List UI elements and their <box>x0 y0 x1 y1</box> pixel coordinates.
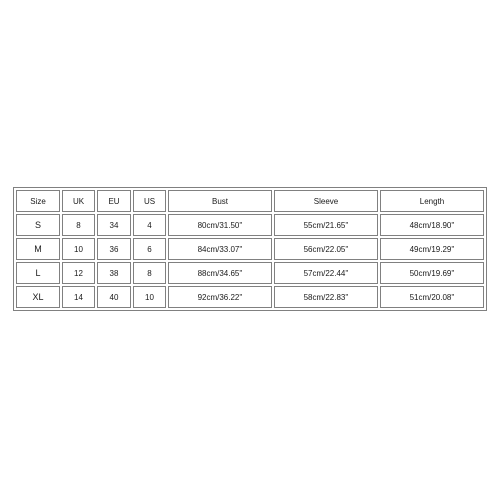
cell-sleeve: 55cm/21.65'' <box>274 214 378 236</box>
header-length: Length <box>380 190 484 212</box>
cell-length: 48cm/18.90'' <box>380 214 484 236</box>
cell-sleeve: 57cm/22.44'' <box>274 262 378 284</box>
cell-bust: 88cm/34.65'' <box>168 262 272 284</box>
cell-eu: 40 <box>97 286 131 308</box>
cell-sleeve: 56cm/22.05'' <box>274 238 378 260</box>
table-row <box>16 262 484 284</box>
cell-sleeve: 58cm/22.83'' <box>274 286 378 308</box>
cell-us: 6 <box>133 238 166 260</box>
header-eu: EU <box>97 190 131 212</box>
cell-uk: 14 <box>62 286 95 308</box>
cell-eu: 34 <box>97 214 131 236</box>
table-row <box>16 214 484 236</box>
cell-size: M <box>16 238 60 260</box>
table-row <box>16 286 484 308</box>
table-header-row <box>16 190 484 212</box>
cell-us: 4 <box>133 214 166 236</box>
cell-length: 51cm/20.08'' <box>380 286 484 308</box>
cell-length: 50cm/19.69'' <box>380 262 484 284</box>
header-sleeve: Sleeve <box>274 190 378 212</box>
cell-us: 8 <box>133 262 166 284</box>
header-size: Size <box>16 190 60 212</box>
cell-us: 10 <box>133 286 166 308</box>
size-chart-table <box>13 187 487 311</box>
cell-size: XL <box>16 286 60 308</box>
cell-uk: 8 <box>62 214 95 236</box>
header-uk: UK <box>62 190 95 212</box>
cell-size: S <box>16 214 60 236</box>
table-row <box>16 238 484 260</box>
cell-eu: 38 <box>97 262 131 284</box>
cell-size: L <box>16 262 60 284</box>
cell-length: 49cm/19.29'' <box>380 238 484 260</box>
cell-bust: 84cm/33.07'' <box>168 238 272 260</box>
header-us: US <box>133 190 166 212</box>
header-bust: Bust <box>168 190 272 212</box>
cell-uk: 10 <box>62 238 95 260</box>
cell-uk: 12 <box>62 262 95 284</box>
cell-eu: 36 <box>97 238 131 260</box>
cell-bust: 80cm/31.50'' <box>168 214 272 236</box>
cell-bust: 92cm/36.22'' <box>168 286 272 308</box>
